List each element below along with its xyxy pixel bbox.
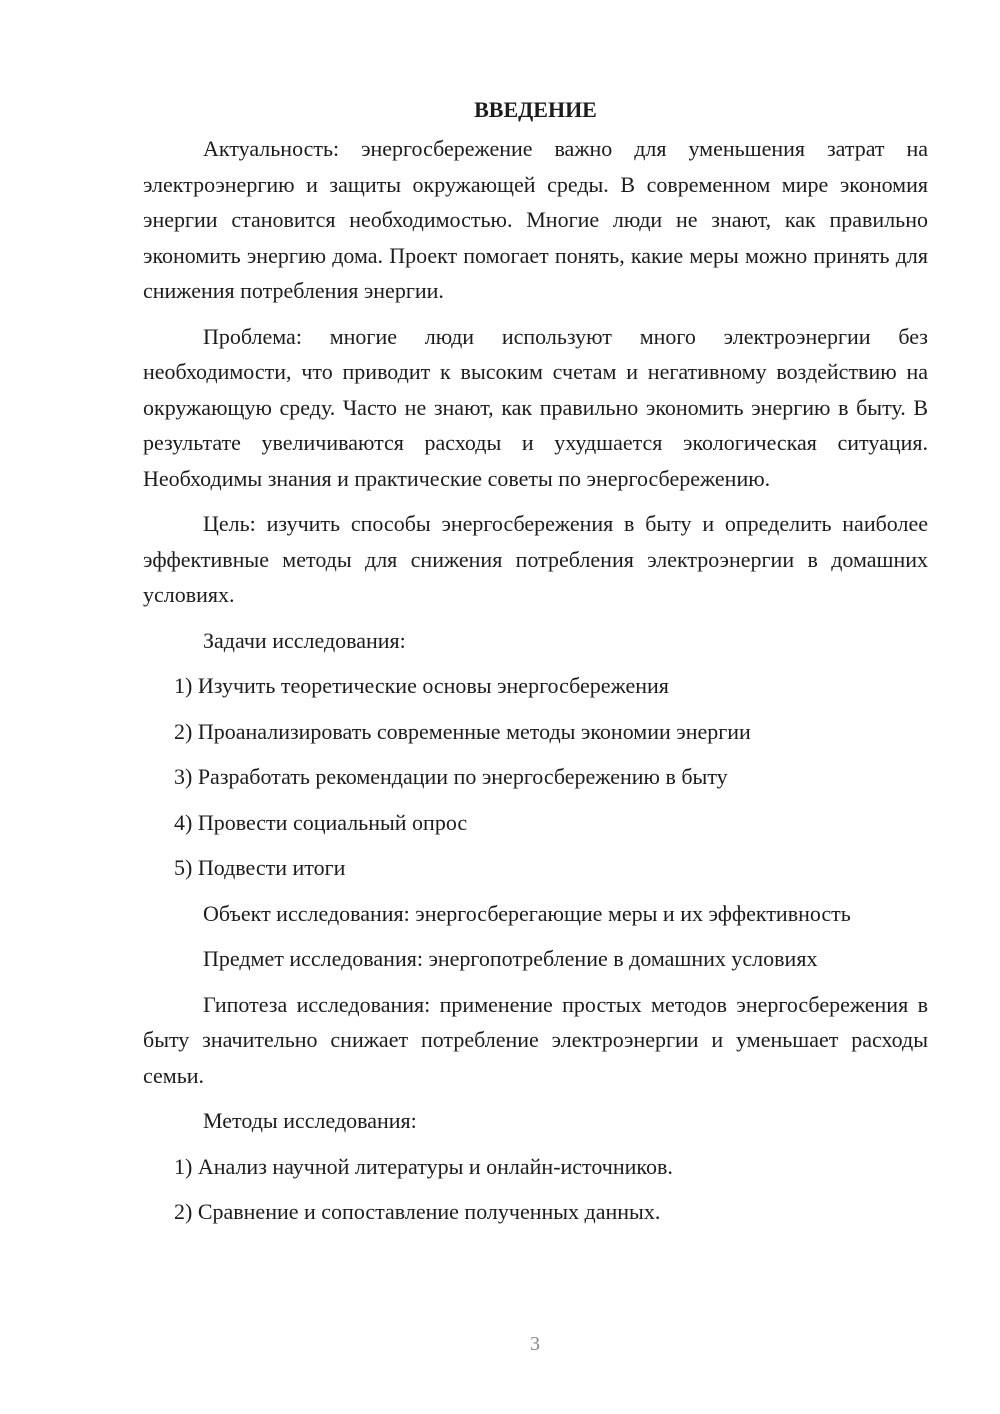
hypothesis-paragraph: Гипотеза исследования: применение простых методов энергосбережения в быту значительно снижает потребление электроэнергии и уменьшает расходы семьи. [143, 991, 928, 1088]
object-paragraph: Объект исследования: энергосберегающие меры и их эффективность [203, 900, 851, 926]
list-item: 1) Анализ научной литературы и онлайн-источников. [174, 1153, 673, 1179]
methods-title: Методы исследования: [203, 1108, 417, 1133]
page-number: 3 [530, 1333, 540, 1355]
list-item: 2) Сравнение и сопоставление полученных данных. [174, 1199, 661, 1224]
tasks-title: Задачи исследования: [203, 627, 406, 653]
problem-paragraph: Проблема: многие люди используют много электроэнергии без необходимости, что приводит к высоким счетам и негативному воздействию на окружающую среду. Часто не знают, как правильно экономить энергию в быту. В результате увеличиваются расходы и ухудшается экологическая ситуация. Необходимы знания и практические советы по энергосбережению. [143, 323, 928, 491]
list-item: 3) Разработать рекомендации по энергосбережению в быту [174, 764, 728, 789]
list-item: 1) Изучить теоретические основы энергосбережения [174, 673, 669, 698]
list-item: 2) Проанализировать современные методы экономии энергии [174, 718, 751, 744]
subject-paragraph: Предмет исследования: энергопотребление в домашних условиях [203, 946, 818, 971]
document-body [143, 95, 928, 1240]
goal-paragraph: Цель: изучить способы энергосбережения в быту и определить наиболее эффективные методы для снижения потребления электроэнергии в домашних условиях. [143, 511, 928, 607]
list-item: 4) Провести социальный опрос [174, 809, 468, 835]
relevance-paragraph: Актуальность: энергосбережение важно для уменьшения затрат на электроэнергию и защиты окружающей среды. В современном мире экономия энергии становится необходимостью. Многие люди не знают, как правильно экономить энергию дома. Проект помогает понять, какие меры можно принять для снижения потребления энергии. [143, 136, 928, 303]
page-title: ВВЕДЕНИЕ [474, 97, 597, 122]
list-item: 5) Подвести итоги [174, 855, 346, 880]
